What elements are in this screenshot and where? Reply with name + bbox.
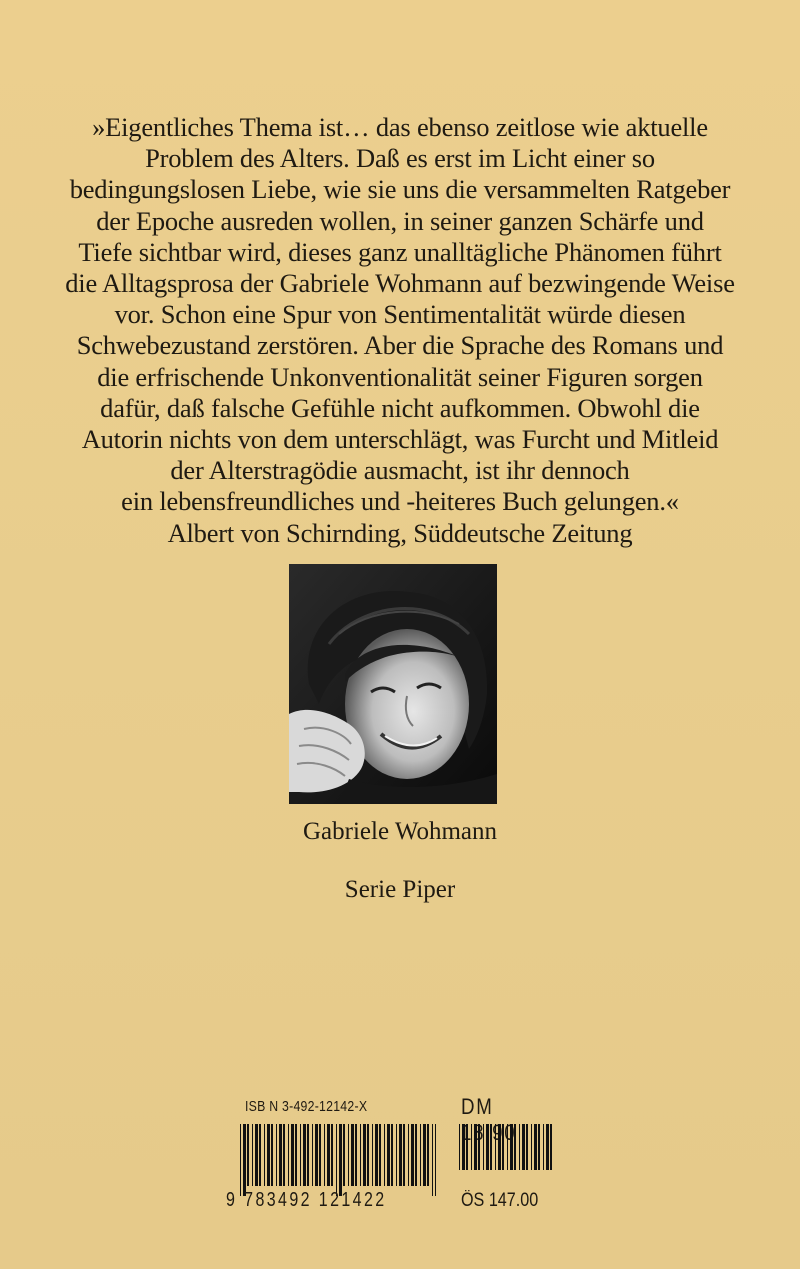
barcode-bar <box>519 1124 520 1170</box>
barcode-bar <box>291 1124 294 1186</box>
barcode-bar <box>387 1124 390 1186</box>
quote-line: die erfrischende Unkonventionalität seiner Figuren sorgen <box>97 361 703 392</box>
quote-line: der Epoche ausreden wollen, in seiner ganzen Schärfe und <box>96 205 704 236</box>
barcode-bar <box>327 1124 330 1186</box>
barcode-bar <box>255 1124 258 1186</box>
barcode-bar <box>495 1124 496 1170</box>
barcode-bar <box>435 1124 436 1196</box>
author-photo <box>289 564 497 804</box>
series-name: Serie Piper <box>344 876 456 903</box>
price-os: ÖS 147.00 <box>461 1190 539 1211</box>
barcode-bar <box>486 1124 489 1170</box>
barcode-bar <box>247 1124 249 1186</box>
barcode-bar <box>267 1124 270 1186</box>
barcode-bar <box>391 1124 393 1186</box>
quote-line: »Eigentliches Thema ist… das ebenso zeitlose wie aktuelle <box>92 112 708 142</box>
barcode-bar <box>408 1124 409 1186</box>
barcode-bar <box>271 1124 273 1186</box>
barcode-bar <box>379 1124 381 1186</box>
barcode-bar <box>427 1124 429 1186</box>
quote-line: Autorin nichts von dem unterschlägt, was Furcht und Mitleid <box>81 424 719 455</box>
quote-line: die Alltagsprosa der Gabriele Wohmann auf bezwingende Weise <box>65 268 735 299</box>
barcode-bar <box>466 1124 468 1170</box>
barcode-bar <box>252 1124 253 1186</box>
quote-line: dafür, daß falsche Gefühle nicht aufkommen. Obwohl die <box>100 392 700 423</box>
barcode-bar <box>283 1124 285 1186</box>
quote-line: Problem des Alters. Daß es erst im Licht einer so <box>145 143 655 174</box>
barcode-bar <box>403 1124 405 1186</box>
barcode-bar <box>550 1124 552 1170</box>
barcode-bar <box>336 1124 337 1196</box>
barcode-bar <box>531 1124 532 1170</box>
barcode-bar <box>240 1124 241 1196</box>
quote-line: der Alterstragödie ausmacht, ist ihr dennoch <box>170 455 630 486</box>
isbn-label: ISB N 3-492-12142-X <box>245 1098 368 1115</box>
barcode-bar <box>372 1124 373 1186</box>
author-name: Gabriele Wohmann <box>303 818 497 845</box>
barcode-bar <box>462 1124 465 1170</box>
barcode-bar <box>498 1124 501 1170</box>
quote-line: Schwebezustand zerstören. Aber die Sprache des Romans und <box>76 330 724 361</box>
barcode-bar <box>543 1124 544 1170</box>
quote-line: bedingungslosen Liebe, wie sie uns die versammelten Ratgeber <box>69 174 731 205</box>
barcode-bar <box>279 1124 282 1186</box>
barcode-bar <box>363 1124 366 1186</box>
quote-attribution: Albert von Schirnding, Süddeutsche Zeitung <box>167 517 633 548</box>
barcode-bar <box>276 1124 277 1186</box>
barcode-bar <box>534 1124 537 1170</box>
barcode-block <box>218 1094 568 1218</box>
barcode-bar <box>339 1124 342 1196</box>
barcode-bar <box>288 1124 289 1186</box>
barcode-bar <box>319 1124 321 1186</box>
barcode-bar <box>538 1124 540 1170</box>
barcode-bar <box>459 1124 460 1170</box>
quote-line: Tiefe sichtbar wird, dieses ganz unalltägliche Phänomen führt <box>78 236 722 267</box>
barcode-bar <box>295 1124 297 1186</box>
barcode-bar <box>307 1124 309 1186</box>
barcode-bar <box>396 1124 397 1186</box>
barcode-bar <box>360 1124 361 1186</box>
barcode-bar <box>526 1124 528 1170</box>
barcode-bar <box>423 1124 426 1186</box>
barcode-bar <box>490 1124 492 1170</box>
barcode-bar <box>264 1124 265 1186</box>
barcode-bar <box>243 1124 246 1196</box>
barcode-bar <box>375 1124 378 1186</box>
barcode-bar <box>300 1124 301 1186</box>
barcode-bar <box>432 1124 433 1196</box>
barcode-bar <box>546 1124 549 1170</box>
barcode-bar <box>510 1124 513 1170</box>
price-dm: DM <box>461 1094 494 1119</box>
barcode-bar <box>324 1124 325 1186</box>
review-quote <box>60 112 740 549</box>
price-barcode <box>459 1124 555 1180</box>
barcode-bar <box>471 1124 472 1170</box>
barcode-bar <box>507 1124 508 1170</box>
quote-line: vor. Schon eine Spur von Sentimentalität würde diesen <box>114 299 686 330</box>
author-portrait-image <box>289 564 497 804</box>
barcode-bar <box>478 1124 480 1170</box>
quote-line: ein lebensfreundliches und -heiteres Buch gelungen.« <box>121 486 679 517</box>
barcode-bar <box>474 1124 477 1170</box>
barcode-bar <box>312 1124 313 1186</box>
barcode-bar <box>355 1124 357 1186</box>
barcode-bar <box>399 1124 402 1186</box>
barcode-bar <box>411 1124 414 1186</box>
barcode-bar <box>522 1124 525 1170</box>
barcode-bar <box>351 1124 354 1186</box>
barcode-bar <box>315 1124 318 1186</box>
isbn-barcode <box>240 1124 436 1196</box>
barcode-bar <box>420 1124 421 1186</box>
barcode-bar <box>367 1124 369 1186</box>
barcode-bar <box>415 1124 417 1186</box>
barcode-digits: 9 783492 121422 <box>226 1189 387 1211</box>
barcode-bar <box>303 1124 306 1186</box>
barcode-bar <box>259 1124 261 1186</box>
barcode-bar <box>384 1124 385 1186</box>
barcode-bar <box>483 1124 484 1170</box>
barcode-bar <box>343 1124 345 1186</box>
barcode-bar <box>502 1124 504 1170</box>
barcode-bar <box>331 1124 333 1186</box>
barcode-bar <box>348 1124 349 1186</box>
barcode-bar <box>514 1124 516 1170</box>
